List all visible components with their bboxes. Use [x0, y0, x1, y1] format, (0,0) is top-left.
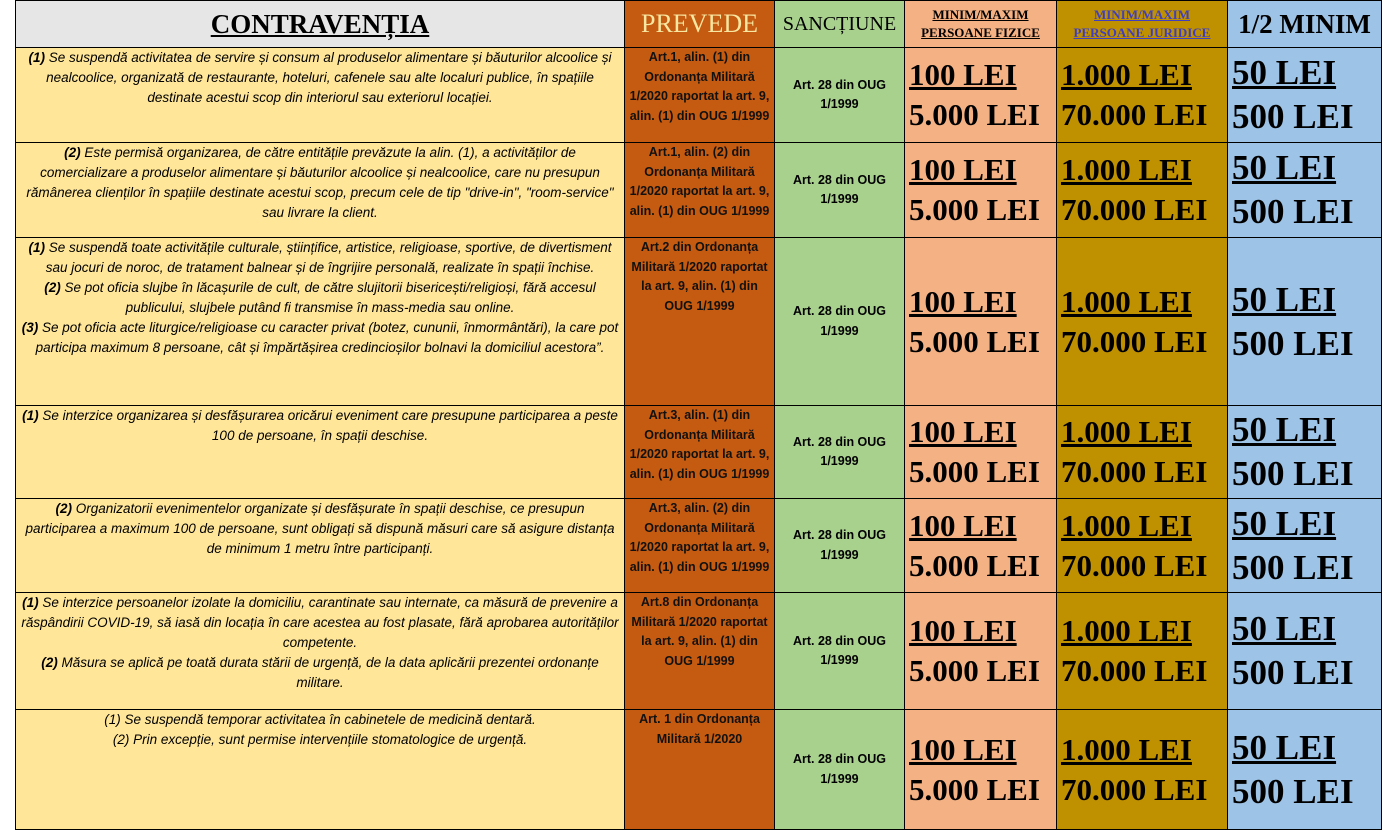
- cell-persoane-juridice[interactable]: [1057, 48, 1228, 143]
- paragraph-text: Organizatorii evenimentelor organizate și desfășurate în spații deschise, ce presupun participarea a maximum 100 de persoane, sunt obligați să dispună măsuri care să asigure distanța de minimum 1 metru între participanți.: [25, 501, 615, 556]
- amount-max: 70.000 LEI: [1061, 97, 1208, 132]
- paragraph-text: Se pot oficia slujbe în lăcașurile de cult, de către slujitorii bisericești/religioși, fără accesul publicului, slujbele putând fi transmise în mass-media sau online.: [60, 280, 596, 315]
- amount-min: 1.000 LEI: [1061, 283, 1192, 319]
- cell-contraventia[interactable]: [16, 710, 625, 830]
- amount-pair: [1228, 278, 1381, 366]
- header-fizice-line2: PERSOANE FIZICE: [921, 25, 1040, 40]
- paragraph: [20, 730, 620, 750]
- amount-min: 1.000 LEI: [1061, 613, 1192, 648]
- paragraph-number: (1): [22, 408, 39, 423]
- paragraph: [20, 238, 620, 278]
- header-row: [16, 1, 1382, 48]
- cell-prevede[interactable]: Art.3, alin. (1) din Ordonanța Militară 1/2020 raportat la art. 9, alin. (1) din OUG 1/1999: [625, 406, 775, 499]
- fines-table: [15, 0, 1382, 830]
- amount-max: 70.000 LEI: [1061, 192, 1208, 227]
- paragraph-number: (2): [55, 501, 72, 516]
- amount-pair: [905, 55, 1056, 135]
- spreadsheet: [15, 0, 1381, 830]
- amount-max: 5.000 LEI: [909, 323, 1040, 359]
- header-sanctiune[interactable]: SANCȚIUNE: [775, 1, 905, 48]
- amount-pair: [905, 506, 1056, 586]
- paragraph: [20, 710, 620, 730]
- cell-sanctiune[interactable]: Art. 28 din OUG 1/1999: [775, 406, 905, 499]
- table-row: [16, 710, 1382, 830]
- paragraph-number: (2): [44, 280, 61, 295]
- amount-min: 50 LEI: [1232, 727, 1337, 767]
- amount-pair: [1057, 412, 1227, 492]
- amount-max: 500 LEI: [1232, 454, 1354, 493]
- cell-sanctiune[interactable]: Art. 28 din OUG 1/1999: [775, 143, 905, 238]
- cell-half-minim[interactable]: [1228, 238, 1382, 406]
- header-juridice-line1: MINIM/MAXIM: [1093, 7, 1191, 22]
- cell-sanctiune[interactable]: Art. 28 din OUG 1/1999: [775, 48, 905, 143]
- paragraph-number: (1): [28, 240, 45, 255]
- table-row: [16, 593, 1382, 710]
- amount-pair: [905, 282, 1056, 362]
- header-half-minim[interactable]: 1/2 MINIM: [1228, 1, 1382, 48]
- cell-persoane-juridice[interactable]: [1057, 593, 1228, 710]
- amount-max: 70.000 LEI: [1061, 323, 1208, 359]
- amount-pair: [1228, 51, 1381, 139]
- amount-min: 1.000 LEI: [1061, 57, 1192, 92]
- amount-max: 500 LEI: [1232, 97, 1354, 136]
- amount-max: 500 LEI: [1232, 771, 1354, 811]
- amount-min: 100 LEI: [909, 731, 1017, 767]
- cell-half-minim[interactable]: [1228, 406, 1382, 499]
- paragraph-text: Se suspendă toate activitățile culturale, științifice, artistice, religioase, sportive, de divertisment sau jocuri de noroc, de tratament balnear și de îngrijire personală, realizate în spații închise.: [44, 240, 612, 275]
- paragraph-text: (2) Prin excepție, sunt permise intervențiile stomatologice de urgență.: [112, 732, 528, 747]
- amount-max: 5.000 LEI: [909, 547, 1040, 583]
- cell-persoane-fizice[interactable]: [905, 593, 1057, 710]
- cell-persoane-juridice[interactable]: [1057, 710, 1228, 830]
- amount-min: 50 LEI: [1232, 503, 1337, 543]
- amount-min: 1.000 LEI: [1061, 414, 1192, 449]
- cell-persoane-fizice[interactable]: [905, 48, 1057, 143]
- table-row: [16, 499, 1382, 593]
- amount-pair: [1057, 150, 1227, 230]
- cell-sanctiune[interactable]: Art. 28 din OUG 1/1999: [775, 238, 905, 406]
- amount-min: 100 LEI: [909, 152, 1017, 187]
- amount-max: 500 LEI: [1232, 547, 1354, 587]
- table-row: [16, 48, 1382, 143]
- paragraph-text: Se suspendă activitatea de servire și consum al produselor alimentare și băuturilor alcoolice și nealcoolice, organizată de restaurante, hoteluri, cafenele sau alte localuri publice, în spațiile destinate acestui scop din interiorul sau exteriorul locației.: [44, 50, 612, 105]
- paragraph-text: Se interzice organizarea și desfășurarea oricărui eveniment care presupune participarea a peste 100 de persoane, în spații deschise.: [38, 408, 618, 443]
- paragraph-number: (3): [21, 320, 39, 335]
- cell-half-minim[interactable]: [1228, 48, 1382, 143]
- cell-persoane-juridice[interactable]: [1057, 499, 1228, 593]
- amount-min: 1.000 LEI: [1061, 507, 1192, 543]
- cell-contraventia[interactable]: [16, 48, 625, 143]
- paragraph-text: Se interzice persoanelor izolate la domiciliu, carantinate sau internate, ca măsură de prevenire a răspândirii COVID-19, să iasă din locația în care acestea au fost plasate, fără aprobarea autorităților competente.: [21, 595, 619, 650]
- amount-max: 70.000 LEI: [1061, 454, 1208, 489]
- paragraph: [20, 653, 620, 693]
- amount-pair: [905, 150, 1056, 230]
- amount-pair: [1057, 55, 1227, 135]
- paragraph-text: Este permisă organizarea, de către entitățile prevăzute la alin. (1), a activităților de comercializare a produselor alimentare și băuturilor alcoolice și nealcoolice, care nu presupun rămânerea clienților în spațiile destinate acestui scop, precum cele de tip "drive-in", "room-service" sau livrare la client.: [26, 145, 614, 220]
- cell-persoane-juridice[interactable]: [1057, 406, 1228, 499]
- amount-pair: [905, 412, 1056, 492]
- table-row: [16, 143, 1382, 238]
- amount-min: 100 LEI: [909, 57, 1017, 92]
- header-persoane-fizice[interactable]: [905, 1, 1057, 48]
- amount-max: 5.000 LEI: [909, 97, 1040, 132]
- table-row: [16, 406, 1382, 499]
- header-prevede[interactable]: PREVEDE: [625, 1, 775, 48]
- cell-prevede[interactable]: Art.2 din Ordonanța Militară 1/2020 raportat la art. 9, alin. (1) din OUG 1/1999: [625, 238, 775, 406]
- amount-pair: [1057, 506, 1227, 586]
- amount-max: 5.000 LEI: [909, 192, 1040, 227]
- header-fizice-line1: MINIM/MAXIM: [932, 7, 1029, 22]
- cell-contraventia[interactable]: [16, 406, 625, 499]
- amount-max: 5.000 LEI: [909, 454, 1040, 489]
- amount-pair: [1228, 607, 1381, 695]
- amount-pair: [1228, 502, 1381, 590]
- cell-half-minim[interactable]: [1228, 710, 1382, 830]
- amount-min: 100 LEI: [909, 283, 1017, 319]
- amount-min: 50 LEI: [1232, 53, 1337, 92]
- cell-sanctiune[interactable]: Art. 28 din OUG 1/1999: [775, 593, 905, 710]
- cell-persoane-fizice[interactable]: [905, 238, 1057, 406]
- header-persoane-juridice[interactable]: [1057, 1, 1228, 48]
- amount-pair: [1057, 282, 1227, 362]
- cell-half-minim[interactable]: [1228, 499, 1382, 593]
- amount-max: 70.000 LEI: [1061, 653, 1208, 688]
- amount-max: 500 LEI: [1232, 653, 1354, 692]
- cell-contraventia[interactable]: [16, 499, 625, 593]
- paragraph: [20, 499, 620, 559]
- amount-pair: [1228, 146, 1381, 234]
- cell-prevede[interactable]: Art.1, alin. (1) din Ordonanța Militară 1/2020 raportat la art. 9, alin. (1) din OUG 1/1999: [625, 48, 775, 143]
- amount-max: 5.000 LEI: [909, 653, 1040, 688]
- amount-min: 50 LEI: [1232, 609, 1337, 648]
- cell-persoane-juridice[interactable]: [1057, 143, 1228, 238]
- amount-min: 1.000 LEI: [1061, 152, 1192, 187]
- cell-persoane-juridice[interactable]: [1057, 238, 1228, 406]
- amount-min: 100 LEI: [909, 414, 1017, 449]
- cell-contraventia[interactable]: [16, 143, 625, 238]
- paragraph: [20, 318, 620, 358]
- cell-sanctiune[interactable]: Art. 28 din OUG 1/1999: [775, 499, 905, 593]
- header-contraventia[interactable]: CONTRAVENȚIA: [16, 1, 625, 48]
- amount-min: 100 LEI: [909, 613, 1017, 648]
- cell-sanctiune[interactable]: Art. 28 din OUG 1/1999: [775, 710, 905, 830]
- paragraph-text: (1) Se suspendă temporar activitatea în cabinetele de medicină dentară.: [104, 712, 536, 727]
- cell-prevede[interactable]: Art. 1 din Ordonanța Militară 1/2020: [625, 710, 775, 830]
- amount-min: 1.000 LEI: [1061, 731, 1192, 767]
- cell-persoane-fizice[interactable]: [905, 143, 1057, 238]
- table-row: [16, 238, 1382, 406]
- cell-persoane-fizice[interactable]: [905, 406, 1057, 499]
- paragraph: [20, 143, 620, 223]
- amount-min: 50 LEI: [1232, 148, 1337, 187]
- cell-prevede[interactable]: Art.8 din Ordonanța Militară 1/2020 raportat la art. 9, alin. (1) din OUG 1/1999: [625, 593, 775, 710]
- amount-max: 5.000 LEI: [909, 771, 1040, 807]
- paragraph-number: (1): [22, 595, 39, 610]
- amount-min: 50 LEI: [1232, 410, 1337, 449]
- paragraph: [20, 406, 620, 446]
- paragraph-text: Se pot oficia acte liturgice/religioase cu caracter privat (botez, cununii, înmormântări), la care pot participa maximum 8 persoane, cât și împărtășirea credincioșilor bolnavi la domiciliul acestora”.: [35, 320, 619, 355]
- cell-contraventia[interactable]: [16, 593, 625, 710]
- paragraph: [20, 593, 620, 653]
- cell-prevede[interactable]: Art.3, alin. (2) din Ordonanța Militară 1/2020 raportat la art. 9, alin. (1) din OUG 1/1999: [625, 499, 775, 593]
- amount-max: 500 LEI: [1232, 192, 1354, 231]
- paragraph-number: (2): [41, 655, 58, 670]
- amount-pair: [1228, 726, 1381, 814]
- amount-pair: [905, 611, 1056, 691]
- amount-pair: [1057, 611, 1227, 691]
- header-juridice-line2: PERSOANE JURIDICE: [1073, 25, 1211, 40]
- paragraph-number: (1): [28, 50, 45, 65]
- amount-max: 500 LEI: [1232, 323, 1354, 363]
- cell-half-minim[interactable]: [1228, 143, 1382, 238]
- cell-persoane-fizice[interactable]: [905, 710, 1057, 830]
- paragraph: [20, 48, 620, 108]
- amount-max: 70.000 LEI: [1061, 547, 1208, 583]
- cell-contraventia[interactable]: [16, 238, 625, 406]
- amount-min: 100 LEI: [909, 507, 1017, 543]
- paragraph-number: (2): [64, 145, 81, 160]
- cell-half-minim[interactable]: [1228, 593, 1382, 710]
- amount-max: 70.000 LEI: [1061, 771, 1208, 807]
- amount-pair: [1228, 408, 1381, 496]
- cell-persoane-fizice[interactable]: [905, 499, 1057, 593]
- amount-min: 50 LEI: [1232, 279, 1337, 319]
- paragraph-text: Măsura se aplică pe toată durata stării de urgență, de la data aplicării prezentei ordonanțe militare.: [57, 655, 599, 690]
- cell-prevede[interactable]: Art.1, alin. (2) din Ordonanța Militară 1/2020 raportat la art. 9, alin. (1) din OUG 1/1999: [625, 143, 775, 238]
- paragraph: [20, 278, 620, 318]
